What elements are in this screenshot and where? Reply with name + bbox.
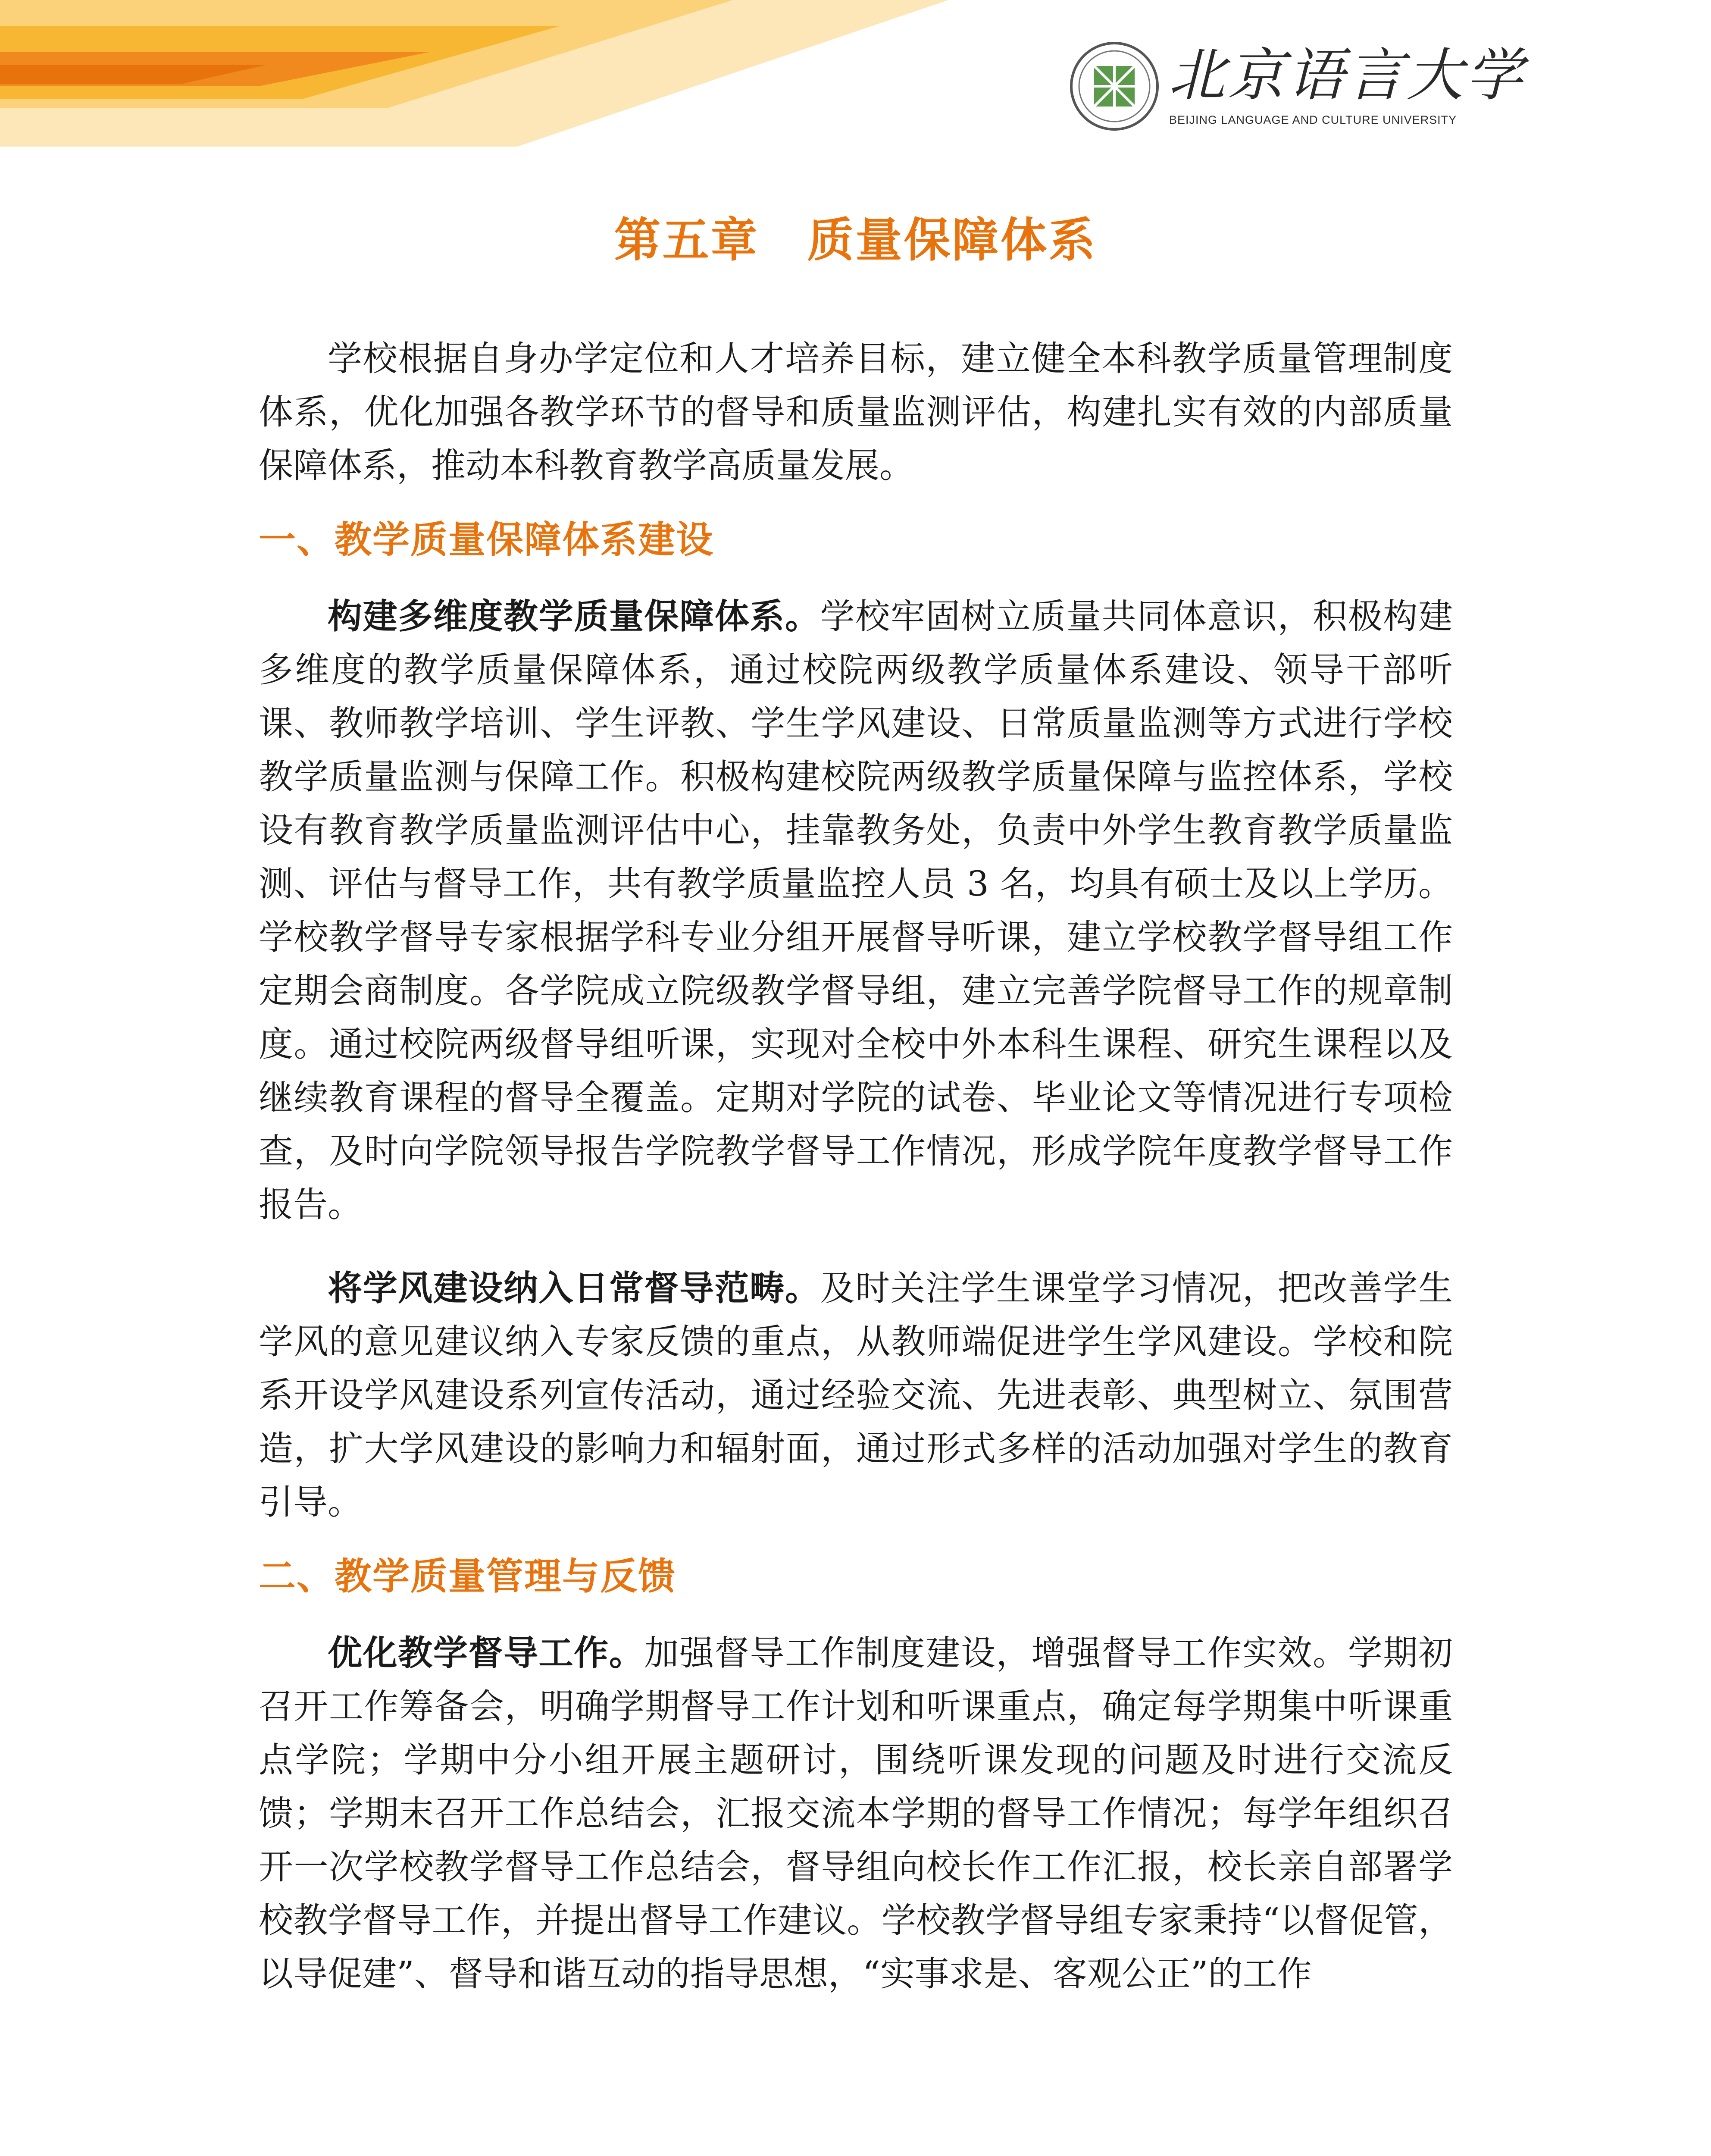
- section-1-paragraph-2: [259, 1262, 1453, 1529]
- paragraph-text: 学校牢固树立质量共同体意识，积极构建多维度的教学质量保障体系，通过校院两级教学质量体系建设、领导干部听课、教师教学培训、学生评教、学生学风建设、日常质量监测等方式进行学校教学质量监测与保障工作。积极构建校院两级教学质量保障与监控体系，学校设有教育教学质量监测评估中心，挂靠教务处，负责中外学生教育教学质量监测、评估与督导工作，共有教学质量监控人员 3 名，均具有硕士及以上学历。学校教学督导专家根据学科专业分组开展督导听课，建立学校教学督导组工作定期会商制度。各学院成立院级教学督导组，建立完善学院督导工作的规章制度。通过校院两级督导组听课，实现对全校中外本科生课程、研究生课程以及继续教育课程的督导全覆盖。定期对学院的试卷、毕业论文等情况进行专项检查，及时向学院领导报告学院教学督导工作情况，形成学院年度教学督导工作报告。: [259, 596, 1453, 1225]
- chapter-title: 第五章 质量保障体系: [614, 213, 1097, 267]
- university-name-en: BEIJING LANGUAGE AND CULTURE UNIVERSITY: [1169, 113, 1457, 126]
- university-emblem-icon: [1069, 41, 1160, 132]
- main-content: [259, 332, 1453, 2001]
- section-1-paragraph-1: [259, 590, 1453, 1232]
- paragraph-text: 加强督导工作制度建设，增强督导工作实效。学期初召开工作筹备会，明确学期督导工作计划和听课重点，确定每学期集中听课重点学院；学期中分小组开展主题研讨，围绕听课发现的问题及时进行交流反馈；学期末召开工作总结会，汇报交流本学期的督导工作情况；每学年组织召开一次学校教学督导工作总结会，督导组向校长作工作汇报，校长亲自部署学校教学督导工作，并提出督导工作建议。学校教学督导组专家秉持“以督促管，以导促建”、督导和谐互动的指导思想，“实事求是、客观公正”的工作: [259, 1633, 1453, 1994]
- paragraph-lead: 构建多维度教学质量保障体系。: [328, 596, 820, 636]
- paragraph-lead: 优化教学督导工作。: [328, 1633, 644, 1673]
- university-name-cn: 北京语言大学: [1168, 42, 1525, 109]
- paragraph-lead: 将学风建设纳入日常督导范畴。: [328, 1268, 820, 1308]
- section-title-1: 一、教学质量保障体系建设: [259, 518, 714, 561]
- section-title-2: 二、教学质量管理与反馈: [259, 1555, 676, 1598]
- paragraph-text: 及时关注学生课堂学习情况，把改善学生学风的意见建议纳入专家反馈的重点，从教师端促进学生学风建设。学校和院系开设学风建设系列宣传活动，通过经验交流、先进表彰、典型树立、氛围营造，扩大学风建设的影响力和辐射面，通过形式多样的活动加强对学生的教育引导。: [259, 1268, 1453, 1522]
- university-logo: [1069, 41, 1525, 140]
- section-2-paragraph-1: [259, 1626, 1453, 2001]
- intro-paragraph: 学校根据自身办学定位和人才培养目标，建立健全本科教学质量管理制度体系，优化加强各教学环节的督导和质量监测评估，构建扎实有效的内部质量保障体系，推动本科教育教学高质量发展。: [259, 338, 1453, 486]
